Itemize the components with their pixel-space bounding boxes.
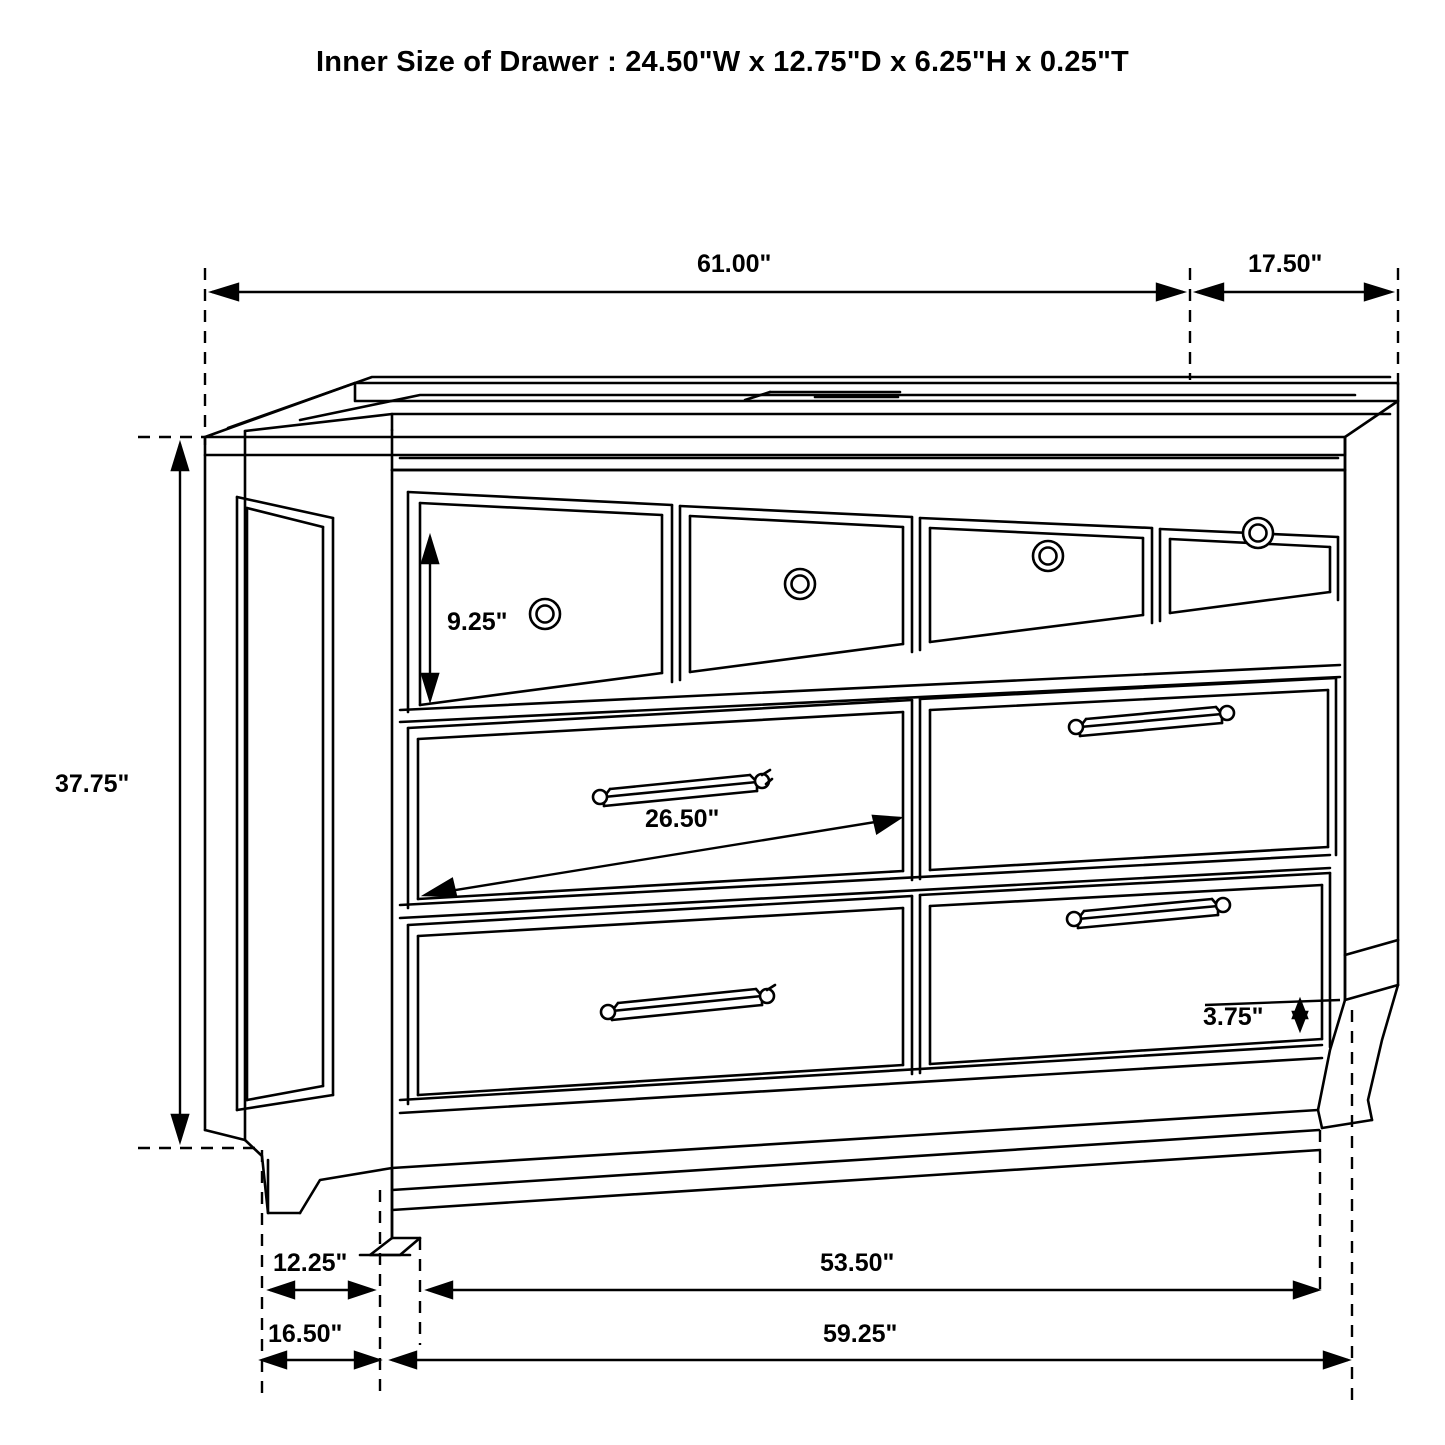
dim-label-drawer-height: 9.25" [447, 608, 508, 636]
dim-label-foot-depth-inner: 12.25" [273, 1249, 348, 1277]
dim-label-leg-clearance: 3.75" [1203, 1003, 1264, 1031]
page-title: Inner Size of Drawer : 24.50"W x 12.75"D x 6.25"H x 0.25"T [316, 46, 1129, 78]
dim-label-height-overall: 37.75" [55, 770, 130, 798]
dim-label-base-width-outer: 59.25" [823, 1320, 898, 1348]
dim-label-base-width-inner: 53.50" [820, 1249, 895, 1277]
dim-label-width-overall: 61.00" [697, 250, 772, 278]
dim-label-depth-side: 17.50" [1248, 250, 1323, 278]
dim-label-foot-depth-outer: 16.50" [268, 1320, 343, 1348]
dim-label-drawer-width: 26.50" [645, 805, 720, 833]
